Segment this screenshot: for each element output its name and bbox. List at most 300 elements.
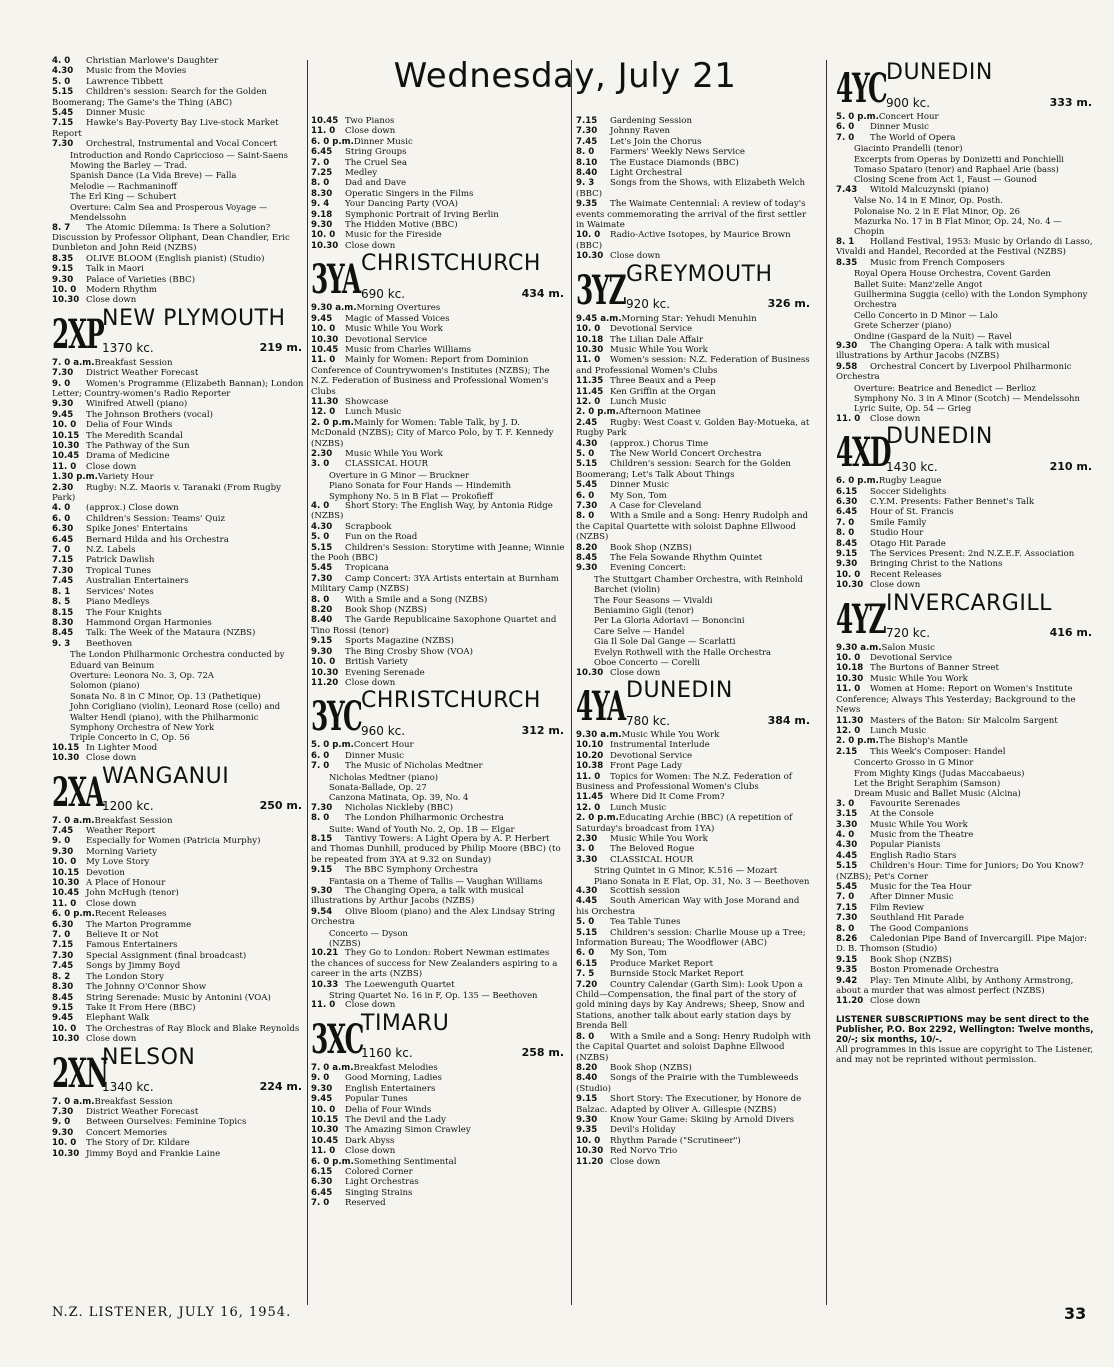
- programme-title: Close down: [86, 898, 137, 909]
- station-callsign: 4YZ: [836, 595, 886, 643]
- column-rule: [571, 60, 572, 1305]
- programme-entry: [52, 701, 304, 732]
- programme-title: Tropicana: [345, 563, 389, 574]
- programme-title: The Good Companions: [870, 923, 969, 934]
- programme-time: 6. 0: [836, 122, 855, 133]
- programme-time: 2.30: [311, 448, 333, 459]
- programme-time: 8.26: [836, 934, 858, 945]
- programme-entry: [836, 726, 1094, 736]
- programme-time: 8.10: [576, 157, 598, 168]
- programme-entry: [836, 206, 1094, 216]
- programme-entry: [52, 181, 304, 191]
- programme-time: 12. 0: [576, 802, 601, 813]
- programme-title: Devotional Service: [610, 750, 693, 761]
- programme-title: Women at Home: Report on Women's Institute Conference; Always This Yesterday; Background to the News: [836, 684, 1076, 716]
- programme-entry: [576, 501, 812, 511]
- programme-time: 8. 0: [311, 813, 330, 824]
- programme-time: 5. 0: [576, 917, 595, 928]
- programme-entry: [52, 1034, 304, 1044]
- programme-time: 8. 0: [836, 923, 855, 934]
- programme-title: Oboe Concerto — Corelli: [594, 657, 700, 668]
- programme-entry: [311, 178, 566, 188]
- programme-entry: [576, 865, 812, 875]
- programme-time: 7.30: [576, 126, 598, 137]
- programme-time: 9. 0: [52, 836, 71, 847]
- programme-time: 10.30: [311, 1125, 339, 1136]
- programme-title: Devil's Holiday: [610, 1125, 676, 1136]
- programme-title: N.Z. Labels: [86, 545, 136, 556]
- programme-time: 2.45: [576, 417, 598, 428]
- programme-time: 10.10: [576, 740, 604, 751]
- programme-entry: [311, 168, 566, 178]
- programme-title: With a Smile and a Song: Henry Rudolph with the Capital Quartet and soloist Daphne Ellwood (NZBS): [576, 1031, 811, 1063]
- programme-title: The Erl King — Schubert: [70, 191, 177, 202]
- programme-title: Delia of Four Winds: [86, 420, 173, 431]
- programme-time: 10.30: [576, 1146, 604, 1157]
- programme-title: Gardening Session: [610, 116, 692, 126]
- programme-entry: [52, 379, 304, 400]
- programme-title: Services' Notes: [86, 586, 154, 597]
- programme-entry: [576, 574, 812, 595]
- station-city: CHRISTCHURCH: [361, 688, 541, 714]
- programme-entry: [311, 647, 566, 657]
- programme-entry: [311, 1115, 566, 1125]
- programme-entry: [836, 122, 1094, 132]
- programme-time: 11. 0: [311, 355, 336, 366]
- programme-time: 10.21: [311, 948, 339, 959]
- programme-entry: [576, 1032, 812, 1063]
- programme-time: 9.30: [576, 1114, 598, 1125]
- programme-title: Tea Table Tunes: [610, 917, 681, 928]
- programme-title: The Bishop's Mantle: [878, 736, 968, 747]
- programme-entry: [52, 1149, 304, 1159]
- programme-title: Care Selve — Handel: [594, 625, 685, 636]
- programme-time: 9. 3: [52, 638, 71, 649]
- programme-title: String Quintet in G Minor, K.516 — Mozart: [594, 865, 778, 876]
- station-city: TIMARU: [361, 1010, 450, 1036]
- station-city: NEW PLYMOUTH: [102, 305, 286, 331]
- programme-title: The Eustace Diamonds (BBC): [610, 157, 739, 168]
- programme-entry: [311, 740, 566, 750]
- station-frequency: 1200 kc.: [102, 799, 154, 814]
- programme-entry: [576, 314, 812, 324]
- programme-entry: [576, 813, 812, 834]
- programme-title: (NZBS): [329, 938, 361, 949]
- programme-title: Medley: [345, 168, 378, 179]
- programme-entry: [52, 223, 304, 254]
- programme-title: Per La Gloria Adoriavi — Bononcini: [594, 615, 745, 626]
- programme-time: 5.45: [836, 882, 858, 892]
- programme-entry: [52, 503, 304, 513]
- programme-entry: [52, 847, 304, 857]
- programme-entry: [576, 595, 812, 605]
- programme-time: 7. 0: [836, 892, 855, 903]
- programme-title: OLIVE BLOOM (English pianist) (Studio): [86, 253, 265, 264]
- programme-title: Suite: Wand of Youth No. 2, Op. 1B — Elgar: [329, 823, 515, 834]
- programme-entry: [311, 1125, 566, 1135]
- programme-title: Ballet Suite: Manz'zelle Angot: [854, 278, 983, 289]
- programme-time: 6.15: [836, 486, 858, 497]
- programme-title: Close down: [610, 1156, 661, 1167]
- programme-time: 7.30: [52, 950, 74, 961]
- programme-title: Overture: Leonora No. 3, Op. 72A: [70, 669, 214, 680]
- programme-entry: [311, 1146, 566, 1156]
- programme-title: Showcase: [345, 396, 389, 407]
- programme-entry: [836, 507, 1094, 517]
- programme-title: Scottish session: [610, 886, 680, 896]
- programme-title: Mainly for Women: Table Talk, by J. D. McDonald (NZBS); City of Marco Polo, by T. F. Kennedy (NZBS): [311, 417, 554, 449]
- station-wavelength: 384 m.: [767, 713, 810, 727]
- programme-entry: [52, 202, 304, 223]
- programme-time: 8. 1: [836, 236, 855, 247]
- programme-entry: [576, 668, 812, 678]
- programme-title: Breakfast Melodies: [353, 1062, 438, 1073]
- programme-entry: [576, 168, 812, 178]
- programme-title: Delia of Four Winds: [345, 1104, 432, 1115]
- programme-entry: [576, 917, 812, 927]
- programme-entry: [52, 118, 304, 139]
- programme-entry: [576, 563, 812, 573]
- programme-time: 7. 0: [52, 930, 71, 941]
- programme-time: 7. 0: [311, 761, 330, 772]
- programme-time: 7.15: [52, 940, 74, 951]
- programme-title: The World of Opera: [870, 132, 956, 143]
- programme-title: (approx.) Close down: [86, 503, 179, 514]
- programme-title: Palace of Varieties (BBC): [86, 274, 196, 285]
- programme-title: With a Smile and a Song: Henry Rudolph and the Capital Quartette with soloist Daphne Ellwood (NZBS): [576, 511, 808, 543]
- programme-title: Music While You Work: [870, 673, 968, 684]
- programme-title: Between Ourselves: Feminine Topics: [86, 1117, 247, 1128]
- station-callsign: 3XC: [311, 1015, 364, 1063]
- programme-title: The Music of Nicholas Medtner: [345, 761, 483, 772]
- programme-time: 9.15: [836, 549, 858, 560]
- programme-title: The Amazing Simon Crawley: [345, 1125, 471, 1136]
- programme-entry: [836, 393, 1094, 403]
- listing-block: [52, 358, 304, 764]
- programme-title: The BBC Symphony Orchestra: [345, 865, 479, 876]
- programme-title: Short Story: The English Way, by Antonia Ridge (NZBS): [311, 501, 553, 522]
- programme-entry: [311, 449, 566, 459]
- programme-entry: [311, 355, 566, 397]
- station-wavelength: 416 m.: [1049, 626, 1092, 640]
- programme-time: 9.42: [836, 975, 858, 986]
- programme-time: 9.30: [311, 1083, 333, 1094]
- programme-entry: [52, 618, 304, 628]
- programme-title: Orchestral Concert by Liverpool Philharmonic Orchestra: [836, 361, 1072, 383]
- programme-time: 9.15: [52, 264, 74, 275]
- programme-time: 10.30: [576, 344, 604, 355]
- programme-time: 7. 0: [52, 545, 71, 556]
- programme-time: 11. 0: [576, 355, 601, 366]
- programme-title: Light Orchestral: [610, 168, 683, 179]
- programme-time: 8.15: [52, 607, 74, 618]
- programme-time: 8. 1: [52, 586, 71, 597]
- programme-time: 10.30: [311, 240, 339, 251]
- listing-block: [311, 1063, 566, 1209]
- programme-title: The Four Knights: [86, 607, 162, 618]
- programme-entry: [52, 483, 304, 504]
- programme-entry: [52, 878, 304, 888]
- programme-title: The Changing Opera: A talk with musical illustrations by Arthur Jacobs (NZBS): [836, 340, 1050, 362]
- programme-time: 6. 0 p.m.: [52, 909, 95, 920]
- programme-time: 12. 0: [576, 396, 601, 407]
- programme-title: Magic of Massed Voices: [345, 313, 450, 324]
- programme-title: Light Orchestras: [345, 1177, 419, 1188]
- programme-time: 9. 0: [311, 1073, 330, 1084]
- programme-entry: [836, 924, 1094, 934]
- programme-entry: [311, 199, 566, 209]
- programme-entry: [576, 636, 812, 646]
- programme-time: 8. 0: [836, 528, 855, 539]
- programme-entry: [836, 996, 1094, 1006]
- programme-title: Two Pianos: [345, 116, 395, 126]
- programme-entry: [576, 803, 812, 813]
- programme-title: At the Console: [870, 809, 934, 820]
- programme-time: 9.30: [52, 846, 74, 857]
- programme-title: Giacinto Prandelli (tenor): [854, 143, 963, 154]
- programme-time: 10.30: [836, 580, 864, 591]
- programme-time: 4. 0: [52, 56, 71, 66]
- programme-title: Smile Family: [870, 517, 927, 528]
- programme-entry: [311, 397, 566, 407]
- programme-time: 9.30 a.m.: [576, 729, 622, 740]
- programme-title: Sonata-Ballade, Op. 27: [329, 781, 427, 792]
- programme-entry: [52, 732, 304, 742]
- programme-title: Singing Strains: [345, 1187, 413, 1198]
- programme-title: Spike Jones' Entertains: [86, 524, 188, 535]
- programme-time: 7. 5: [576, 969, 595, 980]
- programme-time: 1.30 p.m.: [52, 472, 98, 483]
- programme-entry: [836, 820, 1094, 830]
- programme-entry: [311, 886, 566, 907]
- programme-entry: [836, 851, 1094, 861]
- programme-time: 7. 0 a.m.: [52, 815, 95, 826]
- programme-title: Women's Programme (Elizabeth Bannan); London Letter; Country-women's Radio Reporter: [52, 378, 304, 399]
- programme-entry: [836, 518, 1094, 528]
- programme-entry: [311, 335, 566, 345]
- programme-title: Guilhermina Suggia (cello) with the London Symphony Orchestra: [854, 288, 1088, 310]
- programme-title: Good Morning, Ladies: [345, 1073, 442, 1084]
- programme-time: 2.15: [836, 746, 858, 757]
- programme-title: Christian Marlowe's Daughter: [86, 56, 219, 66]
- listing-block: [311, 116, 566, 251]
- programme-entry: [836, 580, 1094, 590]
- programme-title: Cello Concerto in D Minor — Lalo: [854, 309, 998, 320]
- programme-entry: [311, 501, 566, 522]
- programme-time: 5. 0: [576, 448, 595, 459]
- programme-title: Studio Hour: [870, 528, 924, 539]
- programme-entry: [576, 751, 812, 761]
- programme-time: 11.20: [836, 996, 864, 1007]
- station-wavelength: 312 m.: [521, 723, 564, 737]
- programme-entry: [311, 407, 566, 417]
- programme-time: 6.30: [836, 497, 858, 507]
- programme-entry: [836, 143, 1094, 153]
- programme-title: Let the Bright Seraphim (Samson): [854, 777, 1001, 788]
- programme-time: 11.30: [836, 715, 864, 726]
- programme-title: A Place of Honour: [86, 878, 166, 889]
- programme-entry: [52, 982, 304, 992]
- programme-entry: [52, 535, 304, 545]
- programme-entry: [576, 345, 812, 355]
- programme-entry: [311, 303, 566, 313]
- programme-time: 10.20: [576, 750, 604, 761]
- programme-entry: [836, 570, 1094, 580]
- programme-time: 9.35: [576, 199, 598, 210]
- programme-entry: [52, 743, 304, 753]
- programme-title: Talk: The Week of the Mataura (NZBS): [86, 628, 256, 639]
- programme-time: 7. 0: [311, 157, 330, 168]
- programme-time: 10.45: [311, 1135, 339, 1146]
- station-callsign: 2XN: [52, 1049, 108, 1097]
- programme-title: Nicholas Medtner (piano): [329, 771, 439, 782]
- programme-entry: [311, 324, 566, 334]
- programme-entry: [576, 959, 812, 969]
- programme-title: Hawke's Bay-Poverty Bay Live-stock Market Report: [52, 118, 279, 139]
- programme-title: Radio-Active Isotopes, by Maurice Brown (BBC): [576, 230, 791, 251]
- programme-entry: [311, 605, 566, 615]
- programme-time: 10.45: [52, 888, 80, 899]
- programme-title: Soccer Sidelights: [870, 486, 947, 497]
- programme-title: C.Y.M. Presents: Father Bennet's Talk: [870, 497, 1035, 507]
- programme-entry: [836, 736, 1094, 746]
- programme-time: 10.15: [52, 867, 80, 878]
- programme-entry: [52, 77, 304, 87]
- programme-title: Concerto Grosso in G Minor: [854, 757, 974, 768]
- programme-time: 9.30: [311, 886, 333, 896]
- station-frequency: 1430 kc.: [886, 459, 938, 474]
- programme-time: 7. 0 a.m.: [52, 357, 95, 368]
- programme-title: Operatic Singers in the Films: [345, 188, 474, 199]
- programme-time: 7. 0: [311, 1198, 330, 1209]
- programme-time: 10. 0: [52, 420, 77, 431]
- station-city: NELSON: [102, 1044, 196, 1070]
- programme-title: Rhythm Parade ("Scrutineer"): [610, 1135, 741, 1146]
- programme-entry: [576, 511, 812, 542]
- programme-entry: [576, 1115, 812, 1125]
- station-frequency: 720 kc.: [886, 626, 931, 641]
- programme-title: Especially for Women (Patricia Murphy): [86, 836, 261, 847]
- programme-entry: [52, 587, 304, 597]
- programme-time: 11. 0: [311, 1146, 336, 1157]
- programme-entry: [836, 279, 1094, 289]
- programme-entry: [311, 241, 566, 251]
- programme-entry: [576, 387, 812, 397]
- programme-title: Where Did It Come From?: [610, 792, 725, 803]
- station-wavelength: 434 m.: [521, 286, 564, 300]
- programme-title: Beniamino Gigli (tenor): [594, 605, 694, 616]
- station-wavelength: 258 m.: [521, 1046, 564, 1060]
- programme-entry: [52, 951, 304, 961]
- programme-title: Lawrence Tibbett: [86, 76, 164, 87]
- programme-time: 10. 0: [311, 1104, 336, 1115]
- programme-title: Close down: [345, 1000, 396, 1011]
- programme-title: Concert Hour: [878, 112, 939, 122]
- programme-title: Afternoon Matinee: [618, 407, 701, 418]
- programme-title: Fantasia on a Theme of Tallis — Vaughan Williams: [329, 875, 543, 886]
- programme-time: 9.30: [836, 340, 858, 351]
- programme-title: Dinner Music: [353, 136, 413, 147]
- programme-title: Music for the Tea Hour: [870, 882, 972, 892]
- station-info: [884, 60, 1094, 110]
- programme-entry: [311, 470, 566, 480]
- programme-title: Concert Memories: [86, 1127, 168, 1138]
- programme-entry: [52, 1024, 304, 1034]
- programme-title: Reserved: [345, 1198, 386, 1209]
- programme-entry: [52, 826, 304, 836]
- programme-time: 7.30: [311, 802, 333, 813]
- station-city: DUNEDIN: [886, 424, 993, 450]
- station-city: DUNEDIN: [626, 677, 733, 703]
- programme-title: Book Shop (NZBS): [610, 1062, 692, 1073]
- programme-title: Dinner Music: [870, 122, 929, 133]
- programme-time: 3. 0: [576, 844, 595, 855]
- programme-time: 7.30: [311, 573, 333, 584]
- programme-entry: [52, 108, 304, 118]
- listing-block: [836, 643, 1094, 1007]
- station-frequency: 1340 kc.: [102, 1080, 154, 1095]
- programme-entry: [52, 285, 304, 295]
- programme-entry: [576, 980, 812, 1032]
- programme-time: 9. 0: [52, 378, 71, 389]
- programme-entry: [52, 576, 304, 586]
- programme-entry: [576, 730, 812, 740]
- programme-entry: [836, 892, 1094, 902]
- programme-time: 10.18: [576, 334, 604, 345]
- programme-entry: [52, 545, 304, 555]
- programme-time: 5.15: [576, 459, 598, 470]
- programme-entry: [52, 566, 304, 576]
- programme-entry: [576, 335, 812, 345]
- programme-entry: [311, 928, 566, 938]
- programme-entry: [311, 865, 566, 875]
- programme-entry: [52, 1107, 304, 1117]
- programme-time: 10.30: [576, 251, 604, 262]
- station-info: [100, 763, 304, 814]
- programme-time: 10.33: [311, 979, 339, 990]
- programme-time: 10.18: [836, 663, 864, 674]
- programme-title: The Services Present: 2nd N.Z.E.F. Association: [870, 549, 1075, 560]
- programme-title: Lunch Music: [345, 407, 402, 418]
- programme-entry: [576, 355, 812, 376]
- programme-entry: [52, 888, 304, 898]
- programme-title: Music for the Fireside: [345, 230, 442, 241]
- station-frequency: 960 kc.: [361, 723, 406, 738]
- subscription-text: LISTENER SUBSCRIPTIONS may be sent direct to the Publisher, P.O. Box 2292, Wellington: Twelve months, 20/-; six months, 10/-.: [836, 1014, 1094, 1045]
- programme-entry: [836, 403, 1094, 413]
- programme-entry: [52, 608, 304, 618]
- programme-entry: [311, 907, 566, 928]
- programme-title: Mowing the Barley — Trad.: [70, 160, 188, 171]
- programme-entry: [836, 663, 1094, 673]
- programme-title: Grete Scherzer (piano): [854, 320, 952, 331]
- programme-entry: [836, 331, 1094, 341]
- station-callsign: 4XD: [836, 429, 891, 477]
- programme-time: 10.15: [311, 1114, 339, 1125]
- listing-block: [576, 730, 812, 1167]
- programme-entry: [311, 480, 566, 490]
- programme-entry: [52, 399, 304, 409]
- programme-entry: [836, 487, 1094, 497]
- programme-title: Piano Sonata in E Flat, Op. 31, No. 3 — Beethoven: [594, 875, 810, 886]
- programme-entry: [311, 678, 566, 688]
- subscription-note: [836, 1015, 1094, 1065]
- programme-title: Take It From Here (BBC): [86, 1002, 196, 1013]
- programme-title: Rugby: West Coast v. Golden Bay-Motueka, at Rugby Park: [576, 417, 810, 439]
- programme-time: 7.25: [311, 168, 333, 179]
- programme-time: 7.45: [52, 576, 74, 587]
- programme-title: Rugby: N.Z. Maoris v. Taranaki (From Rugby Park): [52, 482, 281, 504]
